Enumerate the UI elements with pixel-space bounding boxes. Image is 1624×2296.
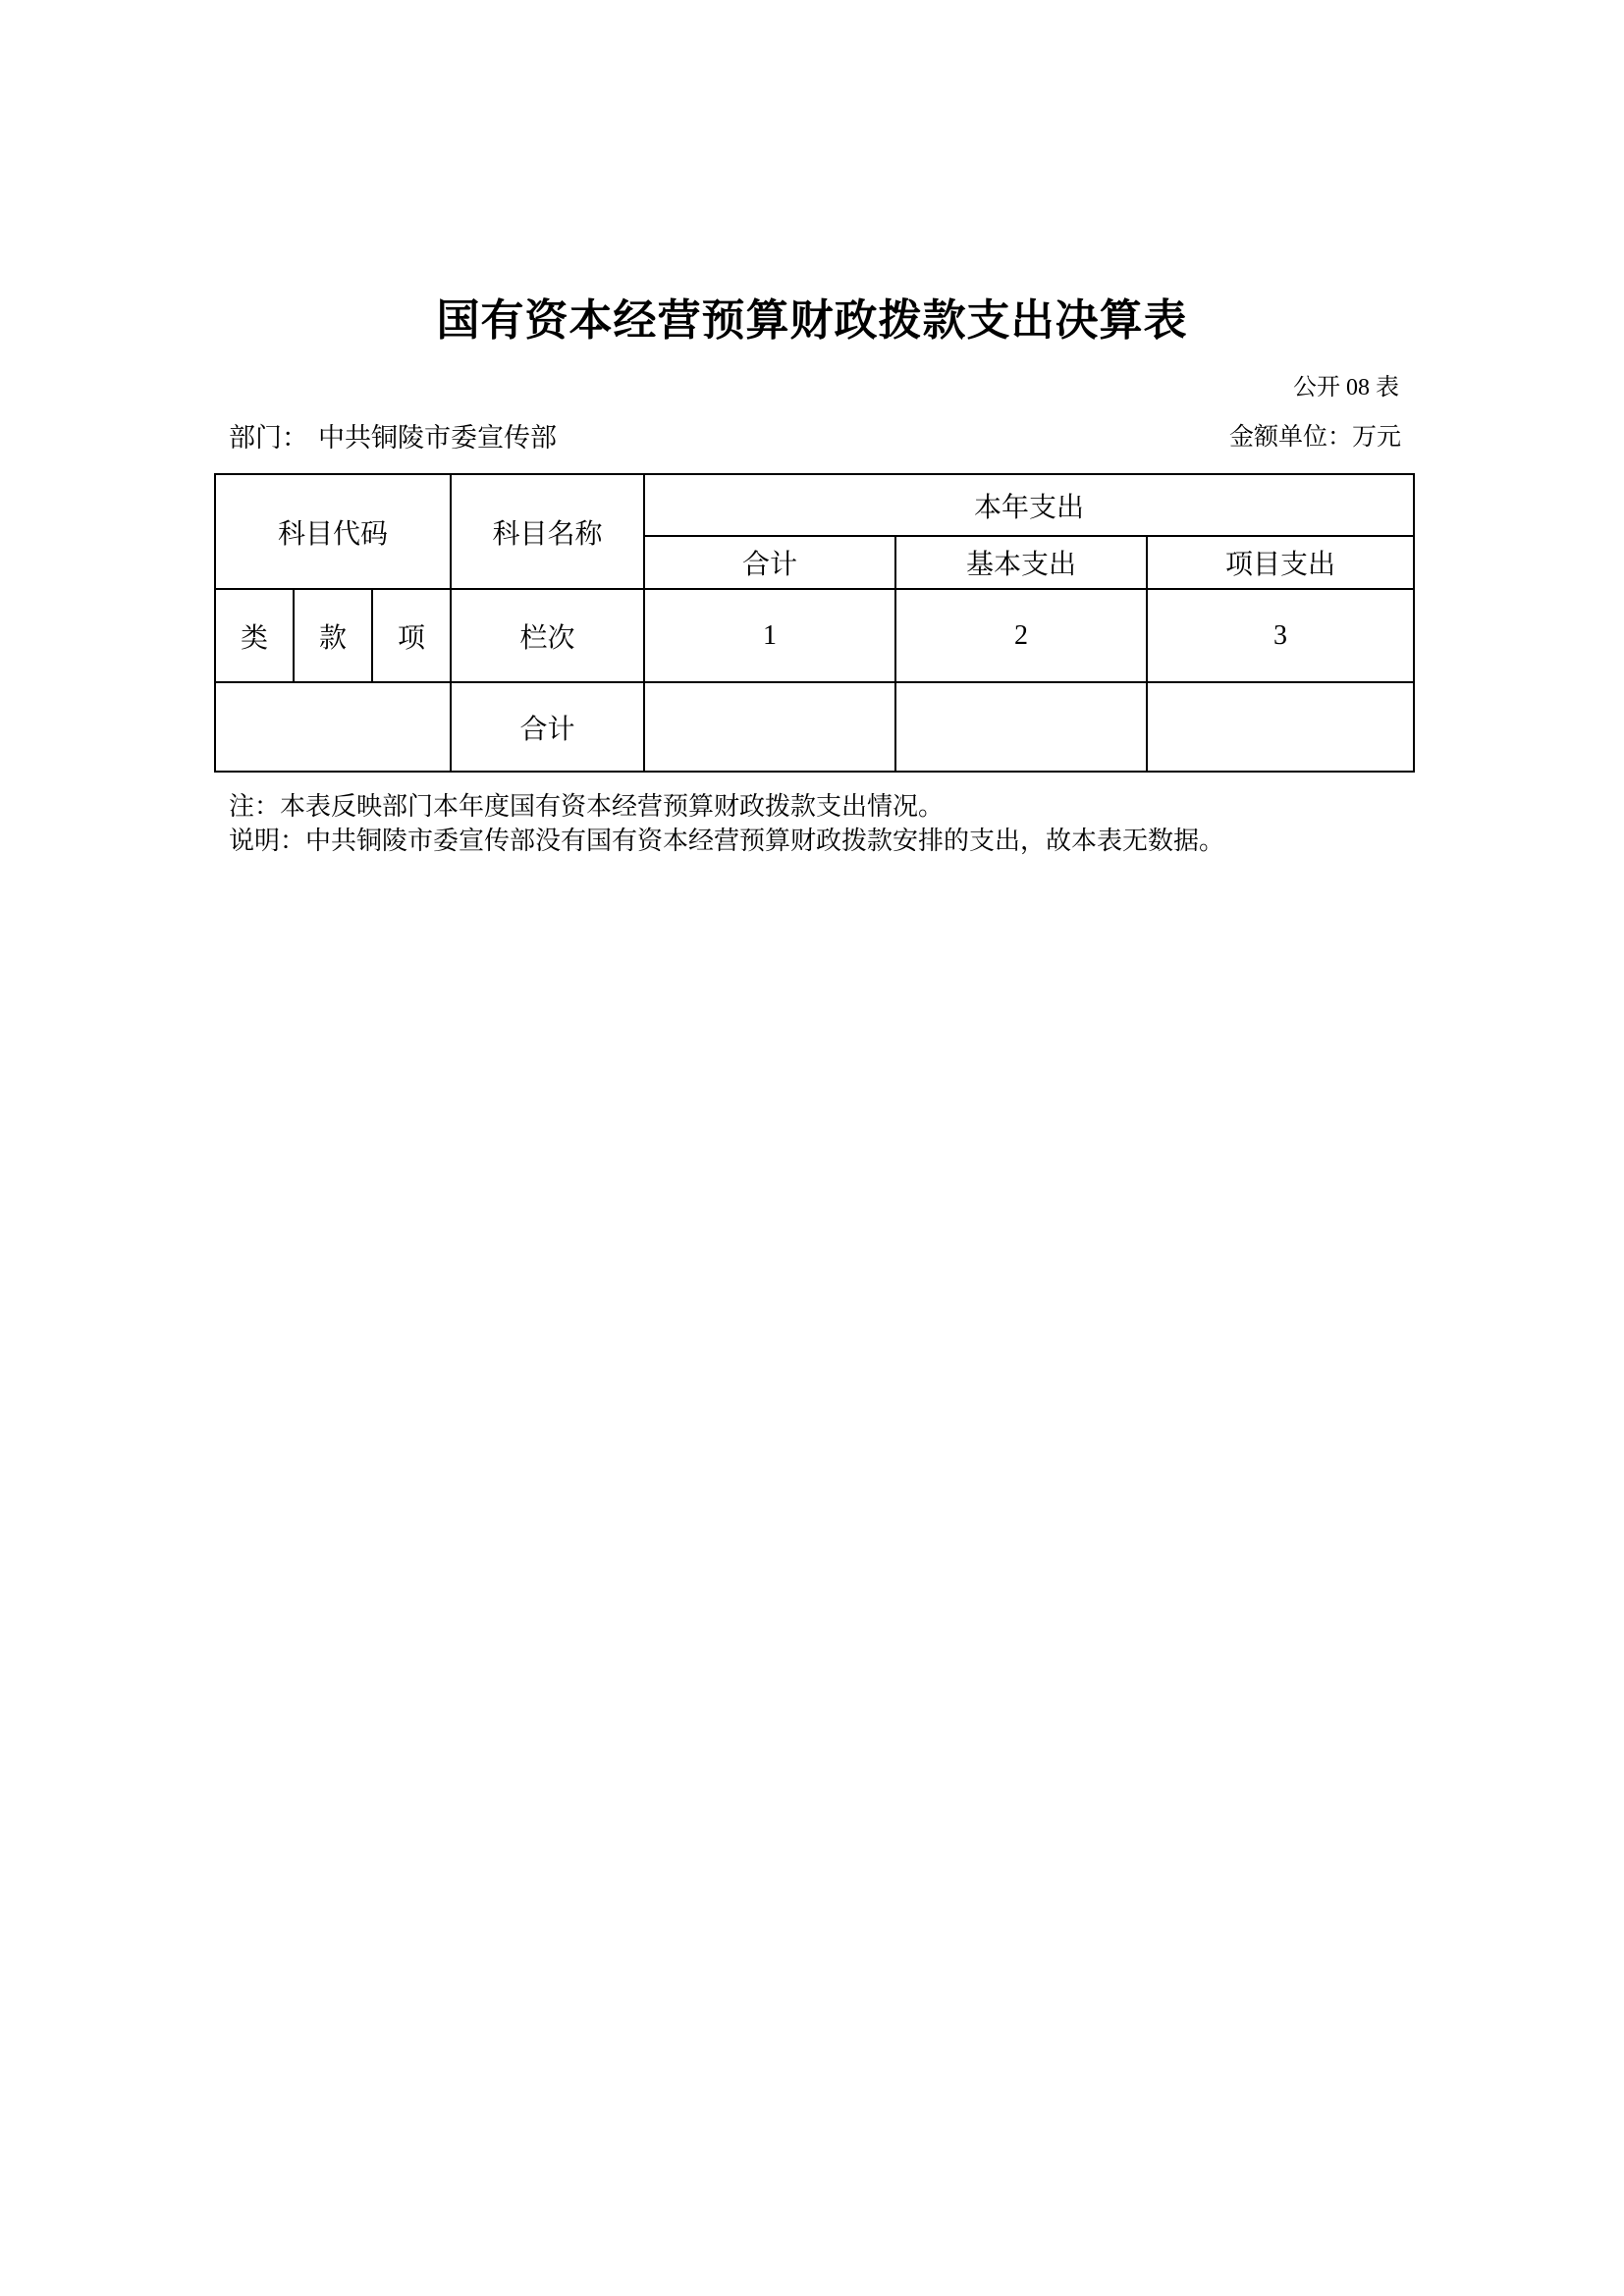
subheader-item: 项 (372, 589, 451, 682)
total-row-total-value (644, 682, 895, 772)
table-total-row (215, 682, 1414, 772)
column-number-1: 1 (644, 589, 895, 682)
amount-unit-line (1229, 423, 1401, 453)
explanation-line: 说明：中共铜陵市委宣传部没有国有资本经营预算财政拨款安排的支出，故本表无数据。 (229, 827, 1225, 855)
table-column-index-row (215, 589, 1414, 682)
department-value: 中共铜陵市委宣传部 (318, 423, 557, 453)
department-line (229, 422, 557, 454)
total-row-basic-value (895, 682, 1147, 772)
amount-unit-label: 金额单位： (1228, 424, 1352, 451)
note-line: 注：本表反映部门本年度国有资本经营预算财政拨款支出情况。 (229, 792, 945, 821)
header-project-expenditure: 项目支出 (1147, 536, 1414, 589)
subheader-category: 类 (215, 589, 294, 682)
subheader-clause: 款 (294, 589, 372, 682)
document-title: 国有资本经营预算财政拨款支出决算表 (436, 296, 1188, 345)
total-row-label: 合计 (451, 682, 644, 772)
header-total: 合计 (644, 536, 895, 589)
column-number-3: 3 (1147, 589, 1414, 682)
total-row-project-value (1147, 682, 1414, 772)
budget-table (214, 473, 1415, 773)
header-current-year-expenditure: 本年支出 (644, 474, 1414, 536)
subheader-column-label: 栏次 (451, 589, 644, 682)
department-label: 部门： (229, 423, 308, 453)
total-row-code-cell (215, 682, 451, 772)
header-subject-name: 科目名称 (451, 474, 644, 589)
header-subject-code: 科目代码 (215, 474, 451, 589)
form-number: 公开 08 表 (1293, 375, 1399, 400)
amount-unit-value: 万元 (1351, 424, 1401, 451)
table-notes (229, 789, 1224, 858)
header-basic-expenditure: 基本支出 (895, 536, 1147, 589)
table-header-row-1 (215, 474, 1414, 536)
column-number-2: 2 (895, 589, 1147, 682)
